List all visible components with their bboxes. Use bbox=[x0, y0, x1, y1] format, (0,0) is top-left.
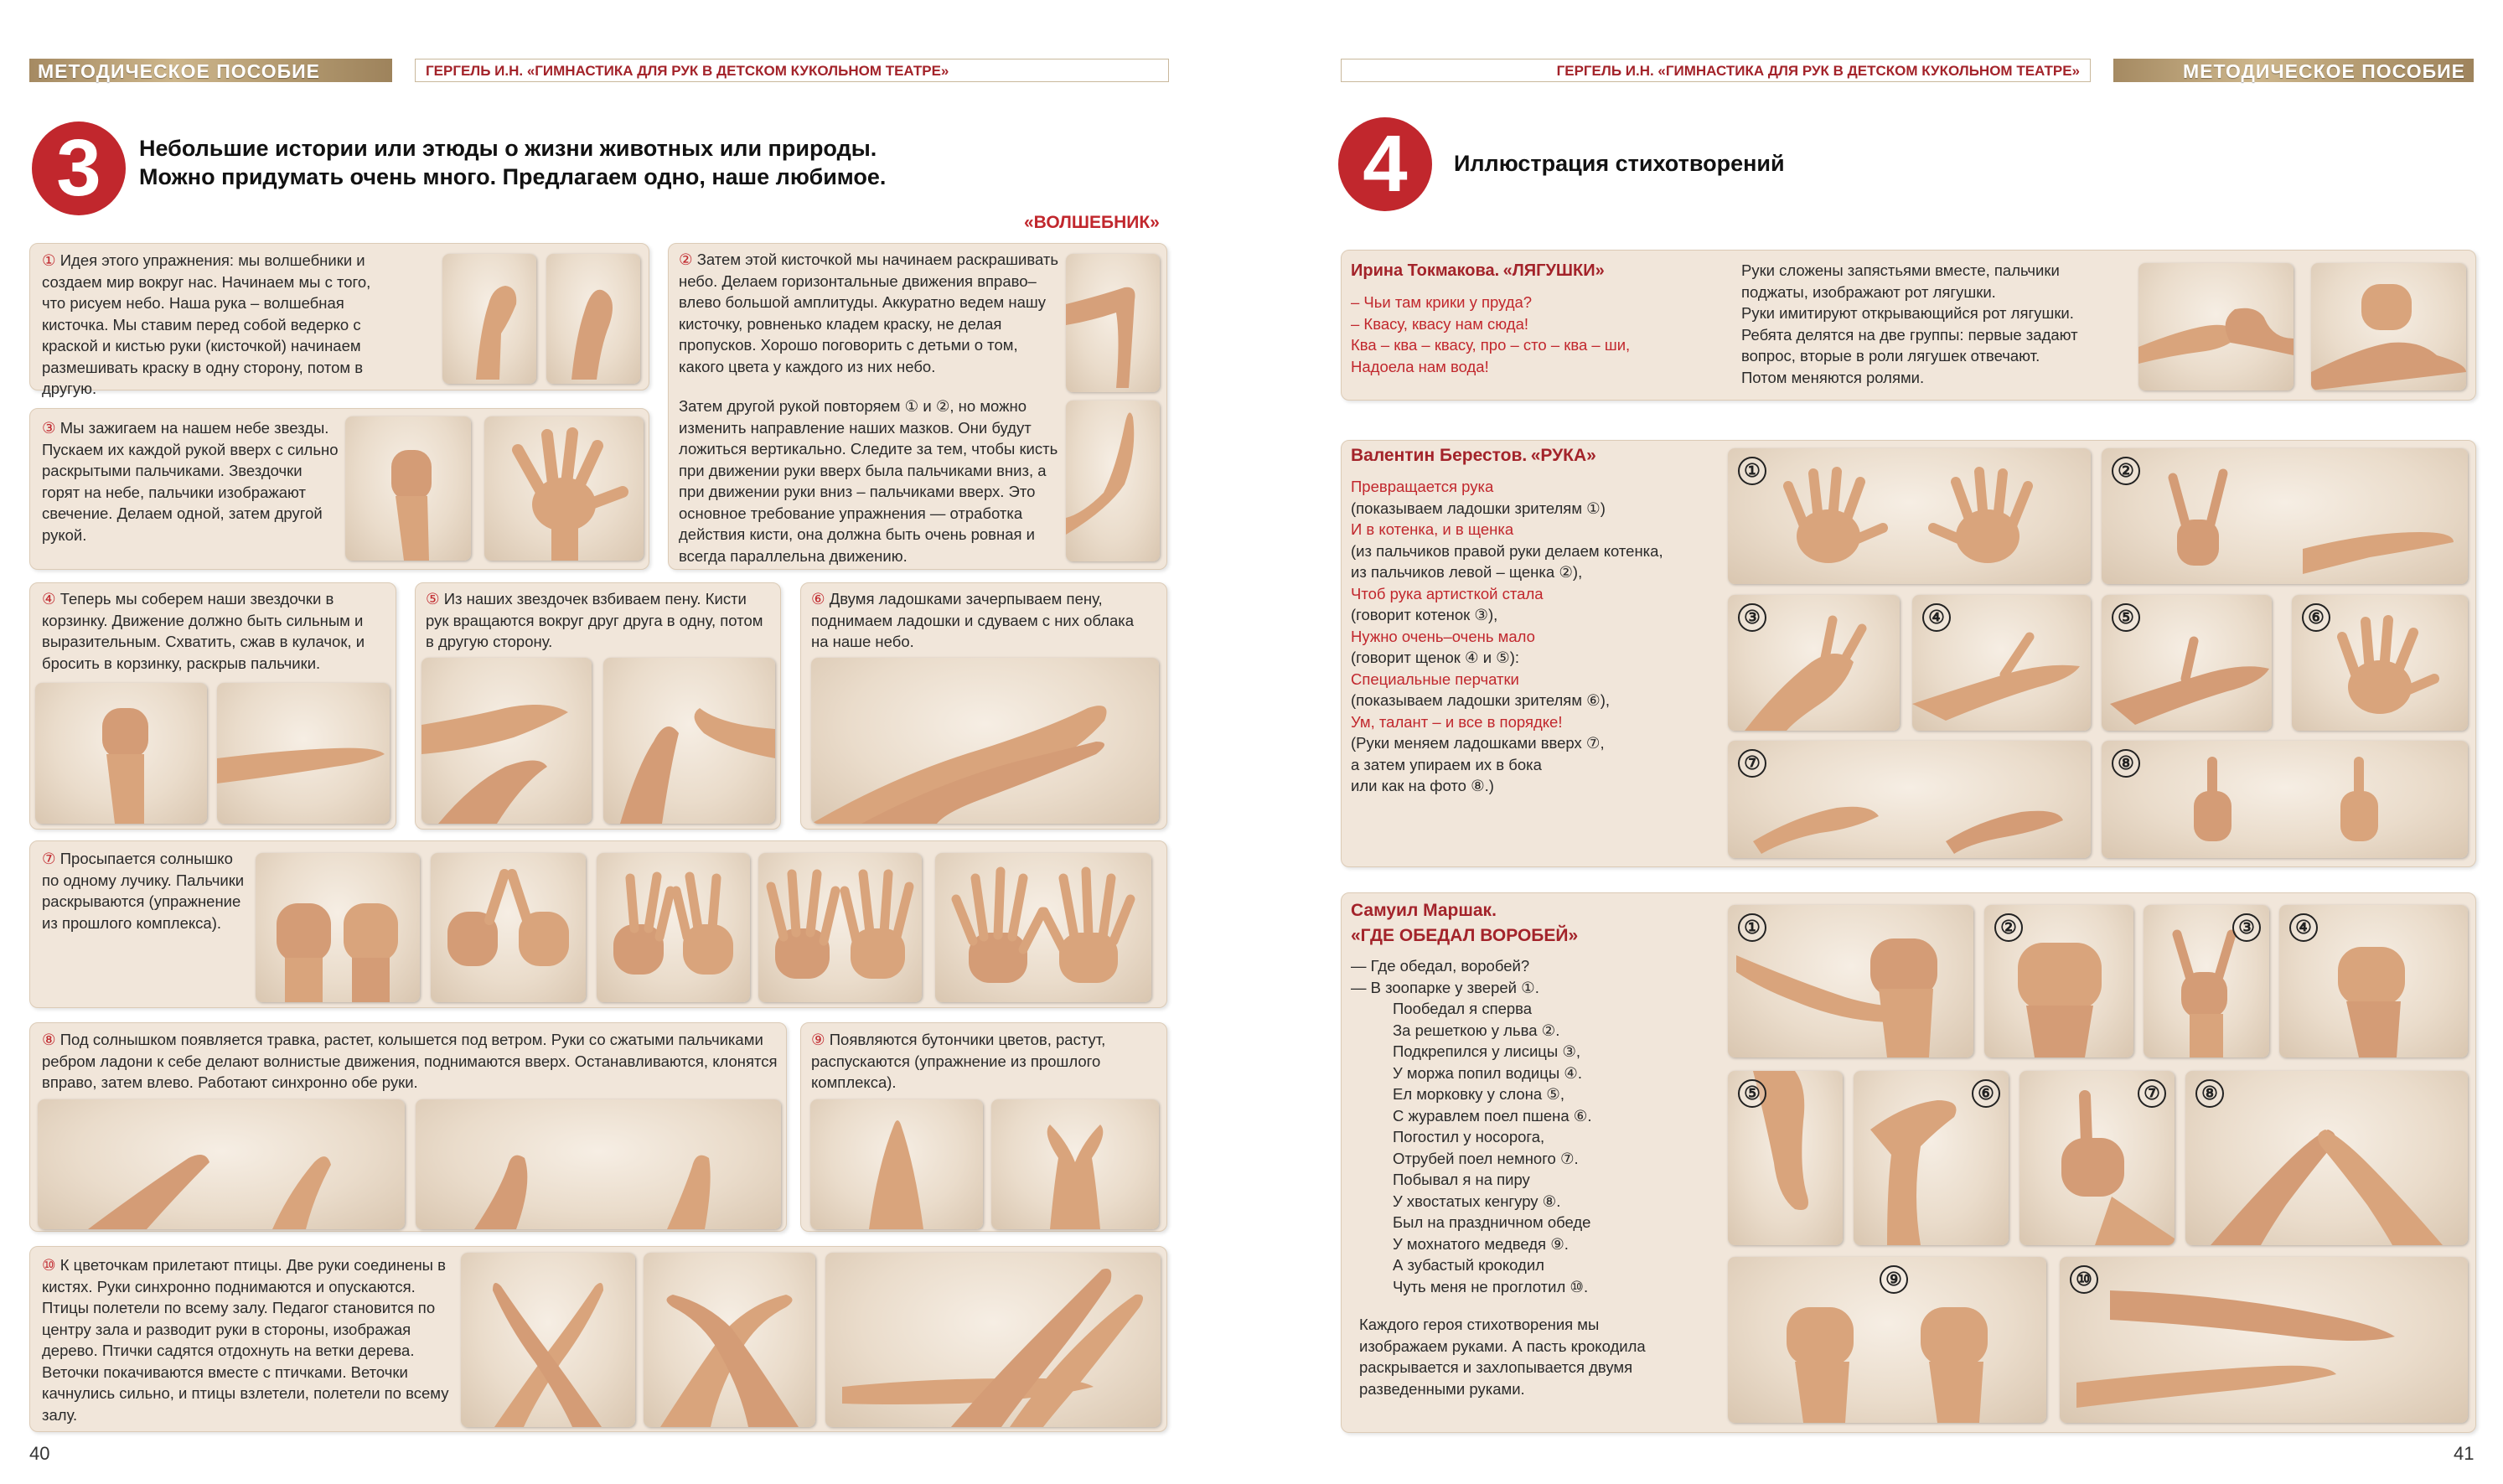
photo-step-3b bbox=[484, 416, 644, 561]
photo-step-7a bbox=[256, 853, 420, 1002]
poem-line: Чуть меня не проглотил ⑩. bbox=[1393, 1277, 1589, 1295]
step-num: ⑦ bbox=[42, 850, 56, 867]
photo-frogs-b bbox=[2311, 263, 2466, 390]
poem-line: У моржа попил водицы ④. bbox=[1393, 1063, 1582, 1082]
step-9-text bbox=[811, 1029, 1159, 1094]
photo-step-1a bbox=[442, 254, 536, 384]
section-title-3 bbox=[139, 134, 886, 191]
photo-step-10a bbox=[461, 1253, 635, 1427]
photo-step-4b bbox=[217, 683, 390, 824]
poem2-author: Валентин Берестов. bbox=[1351, 446, 1528, 465]
note-line: раскрывается и захлопывается двумя bbox=[1359, 1358, 1633, 1376]
photo-step-5a bbox=[421, 658, 592, 824]
photo-sparrow-10 bbox=[2060, 1257, 2468, 1423]
photo-step-8b bbox=[416, 1099, 781, 1229]
photo-step-7e bbox=[935, 853, 1151, 1002]
poem1-author: Ирина Токмакова. bbox=[1351, 261, 1500, 280]
step-text: Затем этой кисточкой мы начинаем раскрашивать небо. Делаем горизонтальные движения вправо–влево большой амплитуды. Аккуратно ведем нашу кисточку, ровненько кладем краску, не делая пропусков. Хорошо поговорить с детьми о том, какого цвета у каждого из них небо. bbox=[679, 251, 1058, 375]
photo-step-7b bbox=[431, 853, 586, 1002]
poem-line: У мохнатого медведя ⑨. bbox=[1393, 1234, 1569, 1253]
photo-sparrow-1 bbox=[1728, 905, 1973, 1057]
badge-s1: ① bbox=[1738, 913, 1766, 942]
poem-line: Ква – ква – квасу, про – сто – ква – ши, bbox=[1351, 336, 1631, 354]
poem-line: И в котенка, и в щенка bbox=[1351, 520, 1514, 538]
note-line: изображаем руками. А пасть крокодила bbox=[1359, 1337, 1646, 1355]
poem1-note bbox=[1741, 260, 2144, 388]
photo-step-4a bbox=[35, 683, 207, 824]
poem-line: А зубастый крокодил bbox=[1393, 1256, 1544, 1274]
photo-step-9b bbox=[991, 1099, 1159, 1229]
title-line-1: Небольшие истории или этюды о жизни животных или природы. bbox=[139, 136, 877, 161]
poem-line: (из пальчиков правой руки делаем котенка, bbox=[1351, 541, 1663, 560]
poem-line: За решеткою у льва ②. bbox=[1393, 1021, 1560, 1039]
photo-step-5b bbox=[603, 658, 775, 824]
poem-line: Ел морковку у слона ⑤, bbox=[1393, 1085, 1564, 1103]
photo-hand-4 bbox=[1912, 595, 2091, 731]
badge-s6: ⑥ bbox=[1972, 1079, 2000, 1108]
badge-s9: ⑨ bbox=[1880, 1265, 1908, 1294]
note-line: поджаты, изображают рот лягушки. bbox=[1741, 282, 1996, 301]
poem-line: Побывал я на пиру bbox=[1393, 1171, 1530, 1188]
poem2-lines bbox=[1351, 476, 1720, 797]
step-text: Мы зажигаем на нашем небе звезды. Пускаем их каждой рукой вверх с сильно раскрытыми пальчиками. Звездочки горят на небе, пальчики изображают свечение. Делаем одной, затем другой рукой. bbox=[42, 419, 339, 544]
photo-hand-8 bbox=[2102, 741, 2468, 858]
poem-line: Специальные перчатки bbox=[1351, 670, 1519, 688]
poem-line: Подкрепился у лисицы ③, bbox=[1393, 1042, 1581, 1060]
poem-line: Надоела нам вода! bbox=[1351, 357, 1489, 375]
badge-8: ⑧ bbox=[2112, 749, 2140, 778]
poem1-heading bbox=[1351, 261, 1605, 281]
poem-line: (показываем ладошки зрителям ①) bbox=[1351, 499, 1606, 517]
step-10-text bbox=[42, 1254, 453, 1425]
step-1-text bbox=[42, 250, 394, 400]
badge-6: ⑥ bbox=[2302, 603, 2330, 632]
step-num: ⑤ bbox=[426, 590, 440, 608]
step-num: ⑧ bbox=[42, 1031, 56, 1048]
note-line: Каждого героя стихотворения мы bbox=[1359, 1316, 1600, 1333]
subtitle-magician: «ВОЛШЕБНИК» bbox=[1024, 213, 1160, 232]
badge-s2: ② bbox=[1994, 913, 2023, 942]
photo-frogs-a bbox=[2138, 263, 2294, 390]
badge-2: ② bbox=[2112, 457, 2140, 485]
badge-s4: ④ bbox=[2289, 913, 2318, 942]
poem-line: Был на праздничном обеде bbox=[1393, 1213, 1591, 1231]
poem-line: (говорит щенок ④ и ⑤): bbox=[1351, 649, 1520, 666]
step-2-text2: Затем другой рукой повторяем ① и ②, но можно изменить направление наших мазков. Они будут ложиться вертикально. Следите за тем, чтобы кисть при движении руки вверх была пальчиками вниз, а при движении руки вниз – пальчиками вверх. Это основное требование упражнения — отработка действия кисти, она должна быть очень ровная и всегда параллельна движению. bbox=[679, 397, 1058, 565]
step-4-text bbox=[42, 588, 385, 674]
photo-step-10b bbox=[644, 1253, 815, 1427]
note-line: вопрос, вторые в роли лягушек отвечают. bbox=[1741, 347, 2040, 365]
poem-line: или как на фото ⑧.) bbox=[1351, 777, 1494, 794]
step-num: ④ bbox=[42, 590, 56, 608]
photo-hand-6 bbox=[2292, 595, 2468, 731]
poem2-heading bbox=[1351, 446, 1596, 466]
note-line: разведенными руками. bbox=[1359, 1379, 1525, 1398]
poem-line: (показываем ладошки зрителям ⑥), bbox=[1351, 691, 1611, 709]
poem2-title: «РУКА» bbox=[1530, 446, 1596, 465]
photo-step-2b bbox=[1066, 401, 1160, 561]
step-5-text bbox=[426, 588, 773, 653]
photo-step-6 bbox=[811, 658, 1159, 824]
poem3-title: «ГДЕ ОБЕДАЛ ВОРОБЕЙ» bbox=[1351, 926, 1579, 945]
step-3-text bbox=[42, 417, 339, 546]
step-num: ⑩ bbox=[42, 1256, 56, 1274]
badge-s7: ⑦ bbox=[2138, 1079, 2166, 1108]
step-text: Двумя ладошками зачерпываем пену, поднимаем ладошки и сдуваем с них облака на наше небо. bbox=[811, 590, 1135, 650]
photo-sparrow-7 bbox=[2019, 1071, 2175, 1245]
badge-s8: ⑧ bbox=[2195, 1079, 2224, 1108]
poem-line: – Квасу, квасу нам сюда! bbox=[1351, 314, 1528, 333]
poem-line: — В зоопарке у зверей ①. bbox=[1351, 978, 1539, 996]
poem-line: (говорит котенок ③), bbox=[1351, 606, 1498, 623]
step-num: ② bbox=[679, 251, 693, 268]
step-text: Теперь мы соберем наши звездочки в корзинку. Движение должно быть сильным и выразительным. Схватить, сжав в кулачок, и бросить в корзинку, раскрыв пальчики. bbox=[42, 590, 365, 672]
poem-line: а затем упираем их в бока bbox=[1351, 755, 1542, 773]
poem-line: (Руки меняем ладошками вверх ⑦, bbox=[1351, 734, 1605, 752]
step-text: Идея этого упражнения: мы волшебники и создаем мир вокруг нас. Начинаем мы с того, что рисуем небо. Наша рука – волшебная кисточка. Мы ставим перед собой ведерко с краской и кистью руки (кисточкой) начинаем размешивать краску в одну сторону, потом в другую. bbox=[42, 251, 371, 397]
photo-sparrow-8 bbox=[2185, 1071, 2468, 1245]
photo-sparrow-3 bbox=[2144, 905, 2269, 1057]
badge-s5: ⑤ bbox=[1738, 1079, 1766, 1108]
photo-step-10c bbox=[825, 1253, 1161, 1427]
photo-sparrow-5 bbox=[1728, 1071, 1843, 1245]
page-number-left: 40 bbox=[29, 1443, 50, 1464]
step-text: К цветочкам прилетают птицы. Две руки соединены в кистях. Руки синхронно поднимаются и опускаются. Птицы полетели по всему залу. Педагог становится по центру зала и разводит руки в стороны, изображая дерево. Птички садятся отдохнуть на ветки дерева. Веточки покачиваются вместе с птичками. Веточки качнулись сильно, и птицы взлетели, полетели по всему залу. bbox=[42, 1256, 449, 1424]
section-title-4: Иллюстрация стихотворений bbox=[1454, 151, 1785, 176]
photo-sparrow-9 bbox=[1728, 1257, 2046, 1423]
photo-step-8a bbox=[38, 1099, 405, 1229]
step-2-text bbox=[679, 249, 1060, 377]
poem3-author: Самуил Маршак. bbox=[1351, 901, 1497, 920]
poem-line: С журавлем поел пшена ⑥. bbox=[1393, 1106, 1592, 1125]
step-num: ⑨ bbox=[811, 1031, 825, 1048]
poem-line: из пальчиков левой – щенка ②), bbox=[1351, 563, 1583, 581]
running-head-right: ГЕРГЕЛЬ И.Н. «ГИМНАСТИКА ДЛЯ РУК В ДЕТСКОМ КУКОЛЬНОМ ТЕАТРЕ» bbox=[1341, 59, 2091, 82]
section-tag-right: МЕТОДИЧЕСКОЕ ПОСОБИЕ bbox=[2113, 59, 2474, 82]
poem-line: Превращается рука bbox=[1351, 478, 1494, 495]
step-text: Из наших звездочек взбиваем пену. Кисти рук вращаются вокруг друг друга в одну, потом в другую сторону. bbox=[426, 590, 763, 650]
poem-line: У хвостатых кенгуру ⑧. bbox=[1393, 1192, 1561, 1210]
note-line: Ребята делятся на две группы: первые задают bbox=[1741, 325, 2078, 344]
poem-line: Погостил у носорога, bbox=[1393, 1128, 1545, 1145]
poem-line: Пообедал я сперва bbox=[1393, 1000, 1533, 1017]
poem-line: Чтоб рука артисткой стала bbox=[1351, 584, 1544, 602]
photo-step-7c bbox=[597, 853, 750, 1002]
photo-hand-7 bbox=[1728, 741, 2091, 858]
photo-hand-1 bbox=[1728, 448, 2091, 584]
poem-line: — Где обедал, воробей? bbox=[1351, 957, 1530, 975]
note-line: Руки сложены запястьями вместе, пальчики bbox=[1741, 261, 2060, 279]
photo-hand-3 bbox=[1728, 595, 1900, 731]
poem-line: – Чьи там крики у пруда? bbox=[1351, 293, 1533, 311]
step-8-text bbox=[42, 1029, 779, 1094]
photo-step-3a bbox=[345, 416, 471, 561]
poem3-note bbox=[1359, 1314, 1728, 1399]
step-num: ① bbox=[42, 251, 56, 269]
poem-line: Нужно очень–очень мало bbox=[1351, 627, 1535, 645]
badge-3: ③ bbox=[1738, 603, 1766, 632]
page-number-right: 41 bbox=[2454, 1443, 2475, 1464]
section-tag-left: МЕТОДИЧЕСКОЕ ПОСОБИЕ bbox=[29, 59, 392, 82]
title-line-2: Можно придумать очень много. Предлагаем одно, наше любимое. bbox=[139, 164, 887, 189]
photo-hand-2 bbox=[2102, 448, 2468, 584]
badge-7: ⑦ bbox=[1738, 749, 1766, 778]
photo-step-1b bbox=[546, 254, 640, 384]
photo-sparrow-6 bbox=[1854, 1071, 2009, 1245]
section-number-4: 4 bbox=[1338, 117, 1432, 211]
note-line: Руки имитируют открывающийся рот лягушки. bbox=[1741, 304, 2074, 322]
note-line: Потом меняются ролями. bbox=[1741, 368, 1925, 386]
step-7-text bbox=[42, 848, 247, 933]
badge-s10: ⑩ bbox=[2070, 1265, 2098, 1294]
badge-s3: ③ bbox=[2232, 913, 2261, 942]
running-head-left: ГЕРГЕЛЬ И.Н. «ГИМНАСТИКА ДЛЯ РУК В ДЕТСКОМ КУКОЛЬНОМ ТЕАТРЕ» bbox=[415, 59, 1169, 82]
step-text: Под солнышком появляется травка, растет, колышется под ветром. Руки со сжатыми пальчиками ребром ладони к себе делают волнистые движения, поднимаются вверх. Останавливаются, клонятся вправо, затем влево. Работают синхронно обе руки. bbox=[42, 1031, 778, 1091]
step-text: Появляются бутончики цветов, растут, распускаются (упражнение из прошлого комплекса). bbox=[811, 1031, 1106, 1091]
photo-hand-5 bbox=[2102, 595, 2272, 731]
poem3-lines bbox=[1351, 955, 1720, 1297]
photo-step-7d bbox=[758, 853, 922, 1002]
poem3-heading bbox=[1351, 898, 1578, 949]
photo-sparrow-2 bbox=[1984, 905, 2133, 1057]
poem1-lines bbox=[1351, 292, 1728, 377]
section-number-3: 3 bbox=[32, 122, 126, 215]
photo-step-2a bbox=[1066, 254, 1160, 392]
poem-line: Отрубей поел немного ⑦. bbox=[1393, 1149, 1579, 1167]
step-6-text bbox=[811, 588, 1155, 653]
poem-line: Ум, талант – и все в порядке! bbox=[1351, 712, 1563, 731]
badge-5: ⑤ bbox=[2112, 603, 2140, 632]
badge-1: ① bbox=[1738, 457, 1766, 485]
photo-sparrow-4 bbox=[2279, 905, 2468, 1057]
badge-4: ④ bbox=[1922, 603, 1951, 632]
poem1-title: «ЛЯГУШКИ» bbox=[1502, 261, 1605, 280]
step-num: ⑥ bbox=[811, 590, 825, 608]
step-text: Просыпается солнышко по одному лучику. Пальчики раскрываются (упражнение из прошлого комплекса). bbox=[42, 850, 245, 932]
photo-step-9a bbox=[810, 1099, 983, 1229]
step-num: ③ bbox=[42, 419, 56, 437]
